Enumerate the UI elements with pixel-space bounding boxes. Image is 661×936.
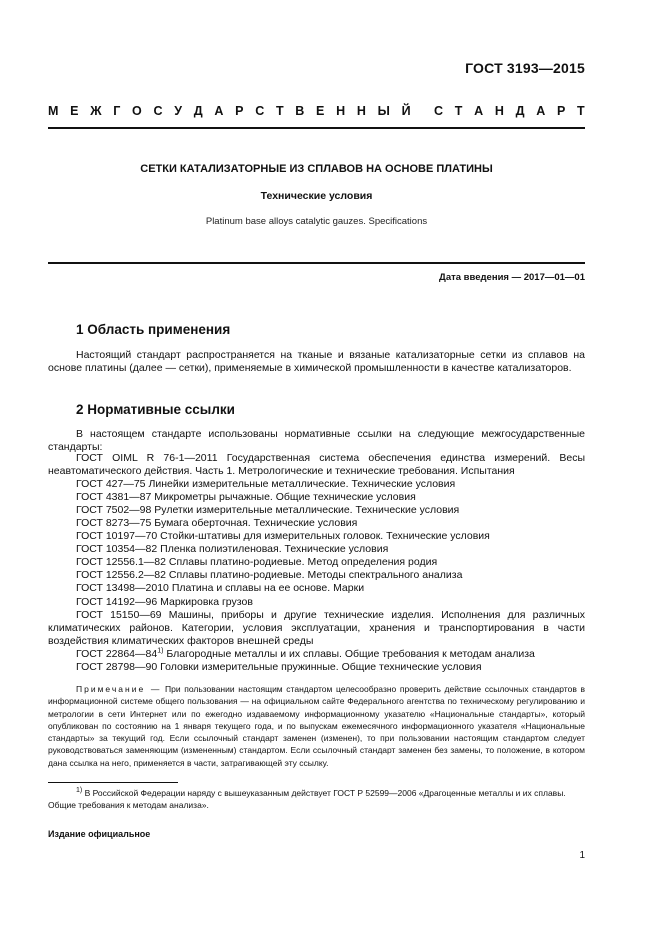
banner-letter: Е [316, 104, 325, 118]
banner-letter: Ы [377, 104, 390, 118]
footnote-text: В Российской Федерации наряду с вышеуказанным действует ГОСТ Р 52599—2006 «Драгоценные металлы и их сплавы. Общие требования к методам анализа». [48, 788, 566, 811]
banner-letter: М [48, 104, 59, 118]
reference-title: Бумага оберточная. Технические условия [154, 517, 358, 530]
official-edition-label: Издание официальное [48, 829, 151, 839]
reference-title: Стойки-штативы для измерительных головок. Технические условия [160, 530, 490, 543]
reference-item [48, 543, 585, 556]
banner-letter: Д [193, 104, 203, 118]
reference-item [48, 517, 585, 530]
reference-code: ГОСТ 14192—96 [76, 595, 158, 608]
reference-item [48, 661, 585, 674]
title-rule [48, 262, 585, 264]
banner-letter: Й [401, 104, 411, 118]
reference-title: Машины, приборы и другие технические изделия. Исполнения для различных климатических районов. Категории, условия эксплуатации, хранения и транспортирования в части воздействия климатических факторов внешней среды [48, 608, 585, 647]
footnote [48, 787, 585, 812]
reference-code: ГОСТ 12556.1—82 [76, 556, 166, 569]
reference-item [48, 530, 585, 543]
banner-letter: Н [356, 104, 366, 118]
banner-letter: С [153, 104, 163, 118]
reference-title: Маркировка грузов [160, 595, 253, 608]
reference-item [48, 648, 585, 661]
reference-code: ГОСТ 15150—69 [76, 608, 162, 621]
banner-letter: Ж [90, 104, 102, 118]
page-number: 1 [579, 850, 585, 861]
reference-item [48, 452, 585, 478]
section-1-heading: 1 Область применения [76, 322, 231, 337]
reference-item [48, 582, 585, 595]
reference-code: ГОСТ 4381—87 [76, 491, 152, 504]
banner-letter: Е [70, 104, 79, 118]
banner-letter: С [255, 104, 265, 118]
reference-title: Государственная система обеспечения единства измерений. Весы неавтоматического действия. Часть 1. Метрологические и технические требования. Испытания [48, 452, 586, 478]
banner-letter: А [474, 104, 484, 118]
reference-code: ГОСТ 8273—75 [76, 517, 152, 530]
reference-title: Рулетки измерительные металлические. Технические условия [154, 504, 460, 517]
reference-title: Платина и сплавы на ее основе. Марки [171, 582, 365, 595]
normative-references-list [48, 452, 585, 674]
reference-code: ГОСТ 7502—98 [76, 504, 152, 517]
note [48, 683, 585, 769]
banner-letter: С [434, 104, 444, 118]
reference-item [48, 556, 585, 569]
footnote-rule [48, 782, 178, 783]
reference-code: ГОСТ 13498—2010 [76, 582, 169, 595]
reference-item [48, 596, 585, 609]
reference-code: ГОСТ 22864—84 [76, 647, 158, 660]
reference-code: ГОСТ 10197—70 [76, 530, 158, 543]
banner-letter: Г [113, 104, 121, 118]
section-1-text: Настоящий стандарт распространяется на тканые и вязаные катализаторные сетки из сплавов на основе платины (далее — сетки), применяемые в химической промышленности в качестве катализаторов. [48, 349, 585, 374]
section-2-heading: 2 Нормативные ссылки [76, 402, 235, 417]
note-prefix: Примечание — [76, 684, 162, 694]
banner-letter: Р [235, 104, 244, 118]
english-title: Platinum base alloys catalytic gauzes. Specifications [205, 216, 428, 227]
document-code: ГОСТ 3193—2015 [465, 60, 585, 76]
reference-item [48, 491, 585, 504]
banner-letter: Р [556, 104, 566, 118]
banner-letter: Т [454, 104, 463, 118]
reference-title: Сплавы платино-родиевые. Методы спектрального анализа [168, 569, 463, 582]
reference-code: ГОСТ 12556.2—82 [76, 569, 166, 582]
interstate-standard-banner [48, 104, 585, 120]
introduction-date: Дата введения — 2017—01—01 [439, 272, 585, 283]
reference-title: Микрометры рычажные. Общие технические условия [154, 491, 416, 504]
banner-letter: Т [275, 104, 284, 118]
banner-letter: В [295, 104, 305, 118]
document-subtitle: Технические условия [260, 190, 373, 202]
banner-letter: У [174, 104, 183, 118]
banner-letter: А [536, 104, 546, 118]
banner-letter: Д [515, 104, 525, 118]
banner-letter: О [132, 104, 142, 118]
banner-letter: А [214, 104, 224, 118]
banner-letter: Н [336, 104, 346, 118]
reference-title: Сплавы платино-родиевые. Метод определения родия [168, 556, 438, 569]
reference-item [48, 478, 585, 491]
footnote-marker: 1) [76, 787, 83, 795]
reference-title: Пленка полиэтиленовая. Технические условия [160, 543, 389, 556]
banner-letter: Н [494, 104, 504, 118]
note-text: При пользовании настоящим стандартом целесообразно проверить действие ссылочных стандартов в информационной системе общего пользования — на официальном сайте Федерального агентства по техническому регулированию и метрологии в сети Интернет или по ежегодно издаваемому информационному указателю «Национальные стандарты», который опубликован по состоянию на 1 января текущего года, и по выпускам ежемесячного информационного указателя «Национальные стандарты» за текущий год. Если ссылочный стандарт заменен (изменен), то при пользовании настоящим стандартом следует руководствоваться заменяющим (измененным) стандартом. Если ссылочный стандарт заменен без замены, то положение, в котором дана ссылка на него, применяется в части, затрагивающей эту ссылку. [48, 684, 585, 768]
reference-code: ГОСТ 10354—82 [76, 543, 158, 556]
reference-code: ГОСТ 427—75 [76, 478, 146, 491]
document-title: СЕТКИ КАТАЛИЗАТОРНЫЕ ИЗ СПЛАВОВ НА ОСНОВЕ ПЛАТИНЫ [140, 163, 493, 175]
reference-code: ГОСТ 28798—90 [76, 660, 158, 673]
reference-title: Головки измерительные пружинные. Общие технические условия [160, 660, 482, 673]
reference-footnote-marker: 1) [157, 647, 164, 655]
reference-item [48, 504, 585, 517]
reference-item [48, 609, 585, 648]
banner-letter: Т [577, 104, 585, 118]
reference-item [48, 569, 585, 582]
reference-title: Благородные металлы и их сплавы. Общие требования к методам анализа [166, 647, 535, 660]
reference-code: ГОСТ OIML R 76-1—2011 [76, 452, 218, 464]
reference-title: Линейки измерительные металлические. Технические условия [148, 478, 456, 491]
section-2-intro: В настоящем стандарте использованы нормативные ссылки на следующие межгосударственные стандарты: [48, 428, 585, 453]
header-rule [48, 127, 585, 129]
